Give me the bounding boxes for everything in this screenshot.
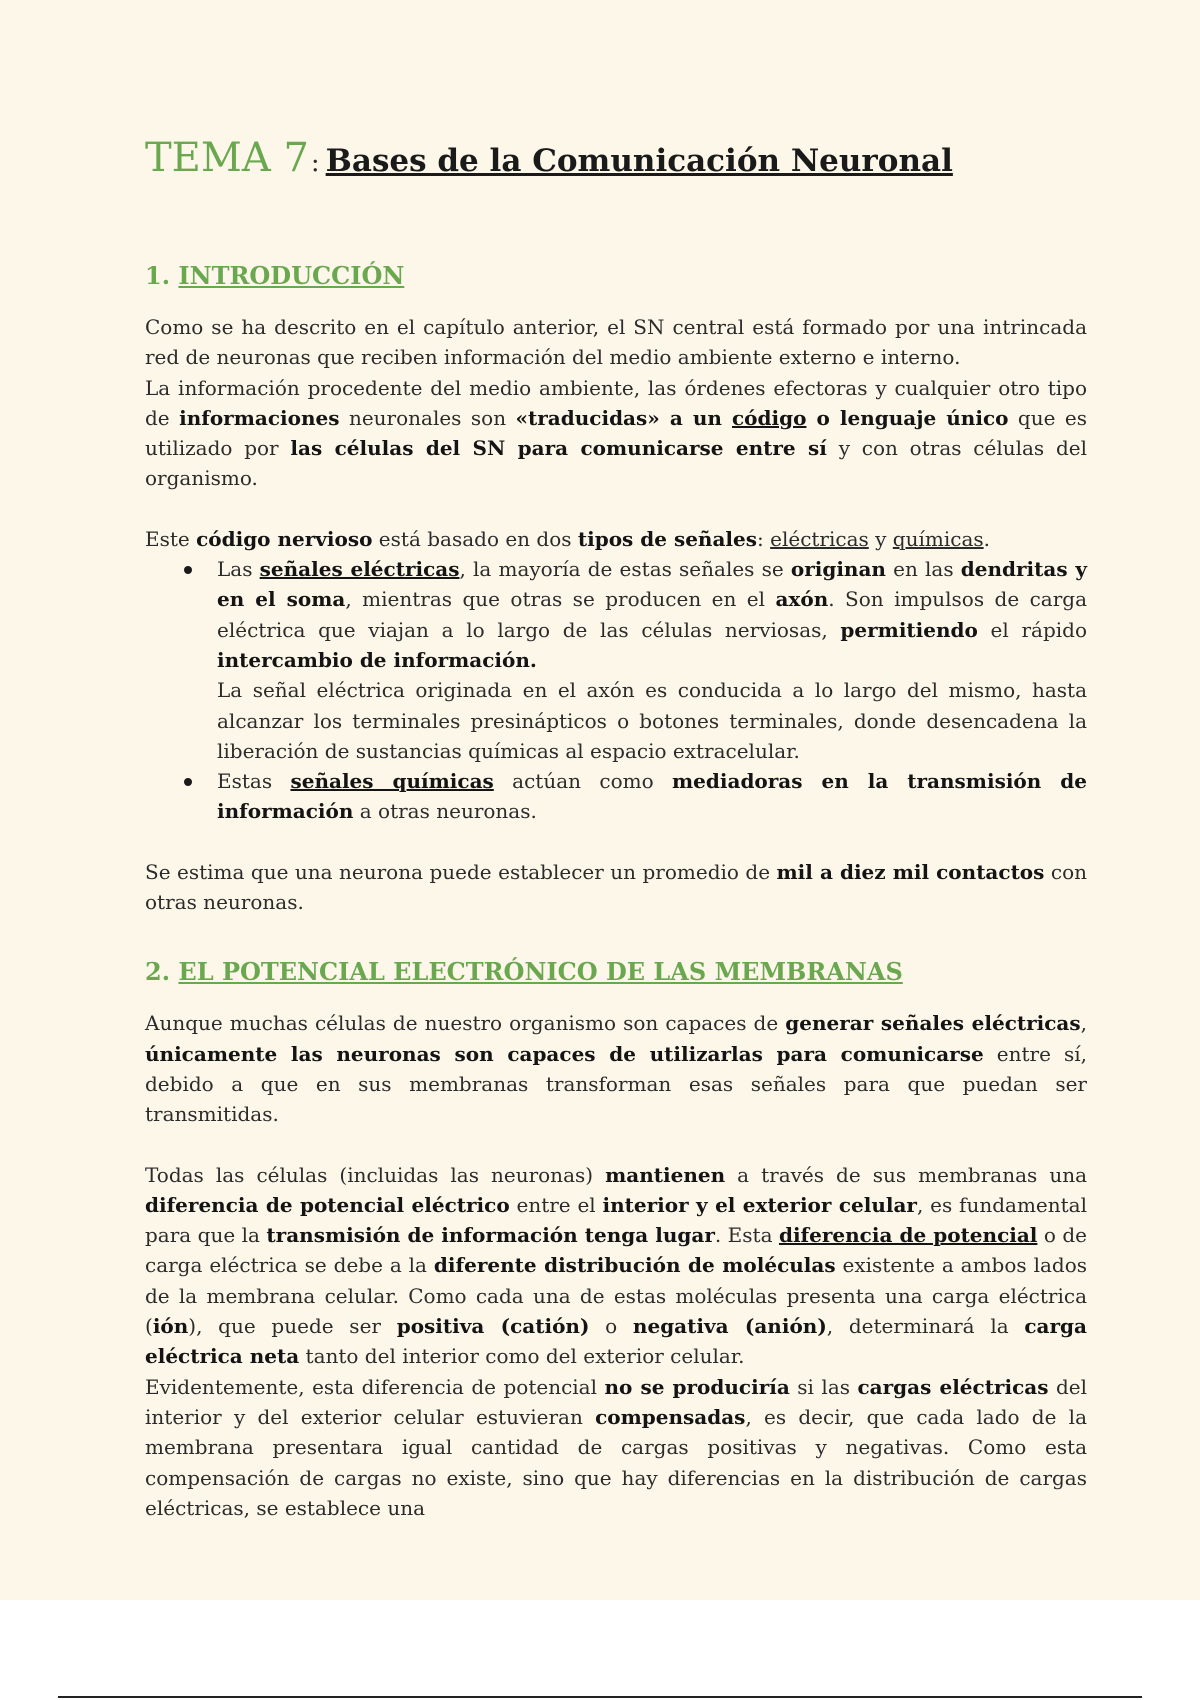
s1-paragraph-3: Este código nervioso está basado en dos tipos de señales: eléctricas y químicas. xyxy=(145,526,990,551)
section-2-title: EL POTENCIAL ELECTRÓNICO DE LAS MEMBRANAS xyxy=(178,957,903,987)
title-colon: : xyxy=(310,148,320,178)
s1-paragraph-4: Se estima que una neurona puede establecer un promedio de mil a diez mil contactos con otras neuronas. xyxy=(145,859,1087,915)
section-2-heading xyxy=(145,957,1087,986)
s1-paragraph-1: Como se ha descrito en el capítulo anterior, el SN central está formado por una intrincada red de neuronas que reciben información del medio ambiente externo e interno. xyxy=(145,315,1087,370)
title-tema: TEMA 7 xyxy=(145,135,309,181)
document-content xyxy=(145,135,1087,1523)
page-divider xyxy=(58,1696,1142,1698)
list-item: Estas señales químicas actúan como mediadoras en la transmisión de información a otras neuronas. xyxy=(217,766,1087,827)
bullet-icon xyxy=(184,566,192,574)
section-1-number: 1. xyxy=(145,261,171,290)
s2-paragraph-1: Aunque muchas células de nuestro organismo son capaces de generar señales eléctricas, únicamente las neuronas son capaces de utilizarlas para comunicarse entre sí, debido a que en sus membranas transforman esas señales para que puedan ser transmitidas. xyxy=(145,1011,1088,1127)
s2-paragraph-2: Todas las células (incluidas las neuronas) mantienen a través de sus membranas una diferencia de potencial eléctrico entre el interior y el exterior celular, es fundamental para que la transmisión de información tenga lugar. Esta diferencia de potencial o de carga eléctrica se debe a la diferente distribución de moléculas existente a ambos lados de la membrana celular. Como cada una de estas moléculas presenta una carga eléctrica (ión), que puede ser positiva (catión) o negativa (anión), determinará la carga eléctrica neta tanto del interior como del exterior celular. xyxy=(145,1162,1088,1369)
s2-paragraph-3: Evidentemente, esta diferencia de potencial no se produciría si las cargas eléctricas del interior y del exterior celular estuvieran compensadas, es decir, que cada lado de la membrana presentara igual cantidad de cargas positivas y negativas. Como esta compensación de cargas no existe, sino que hay diferencias en la distribución de cargas eléctricas, se establece una xyxy=(145,1374,1087,1520)
list-item: Las señales eléctricas, la mayoría de estas señales se originan en las dendritas y en el soma, mientras que otras se producen en el axón. Son impulsos de carga eléctrica que viajan a lo largo de las células nerviosas, permitiendo el rápido intercambio de información. La señal eléctrica originada en el axón es conducida a lo largo del mismo, hasta alcanzar los terminales presinápticos o botones terminales, donde desencadena la liberación de sustancias químicas al espacio extracelular. xyxy=(217,554,1087,766)
s1-paragraph-2: La información procedente del medio ambiente, las órdenes efectoras y cualquier otro tipo de informaciones neuronales son «traducidas» a un código o lenguaje único que es utilizado por las células del SN para comunicarse entre sí y con otras células del organismo. xyxy=(145,375,1088,491)
page-title xyxy=(145,135,1087,181)
bullet-icon xyxy=(184,778,192,786)
section-1-title: INTRODUCCIÓN xyxy=(178,261,405,290)
signal-types-list xyxy=(145,554,1087,827)
title-main: Bases de la Comunicación Neuronal xyxy=(325,143,953,179)
section-2-number: 2. xyxy=(145,957,171,987)
section-1-heading xyxy=(145,261,1087,290)
